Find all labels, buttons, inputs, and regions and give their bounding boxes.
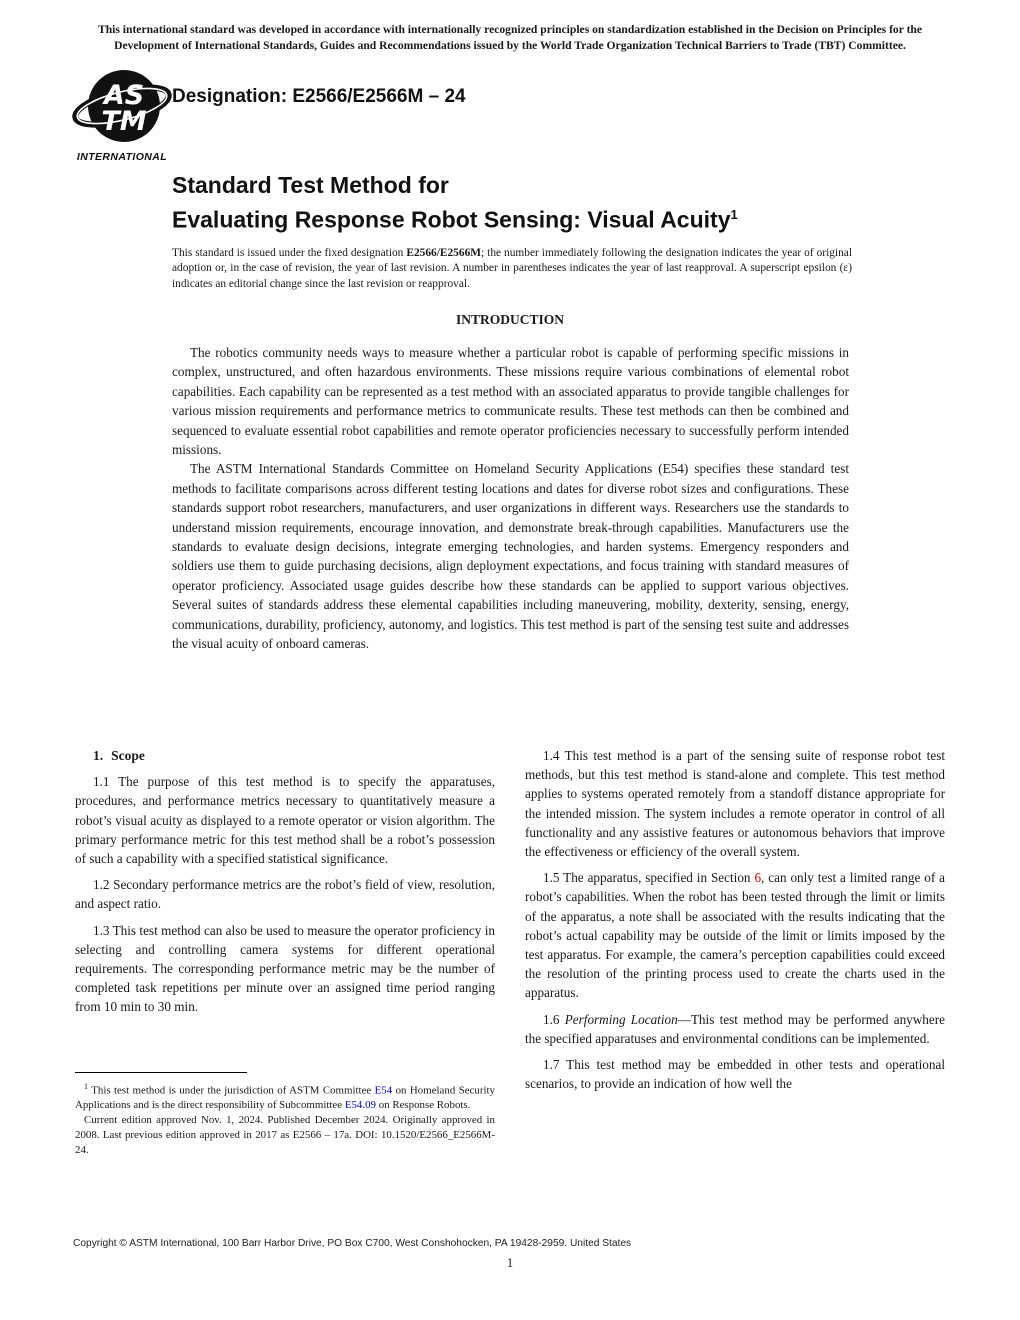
standards-notice: This international standard was developed in accordance with internationally recognized principles on standardization established in the Decision on Principles for the Development of International Standards, Guides and Recommendations issued by the World Trade Organization Technical Barriers to Trade (TBT) Committee. xyxy=(97,23,923,52)
footnote-marker: 1 xyxy=(84,1082,88,1091)
svg-text:TM: TM xyxy=(101,106,147,137)
subcommittee-e54-09-link[interactable]: E54.09 xyxy=(344,1099,376,1112)
page-number: 1 xyxy=(506,1256,514,1270)
section-6-reference-link[interactable]: 6 xyxy=(754,870,762,886)
scope-paragraph-1-4: 1.4 This test method is a part of the sensing suite of response robot test methods, but this test method is stand-alone and complete. This test method applies to systems operated remotely from a standoff distance appropriate for the intended mission. The system includes a remote operator in control of all functionality and any assistive features or autonomous behaviors that improve the effectiveness or efficiency of the overall system. xyxy=(525,748,945,860)
footnote-paragraph-2: Current edition approved Nov. 1, 2024. Published December 2024. Originally approved in 2008. Last previous edition approved in 2017 as E2566 – 17a. DOI: 10.1520/E2566_E2566M-24. xyxy=(75,1114,495,1156)
astm-globe-icon xyxy=(72,66,172,150)
scope-paragraph-1-7: 1.7 This test method may be embedded in other tests and operational scenarios, to provide an indication of how well the xyxy=(525,1057,945,1092)
title-line-2: Evaluating Response Robot Sensing: Visual Acuity$^1$ xyxy=(172,206,738,233)
scope-paragraph-1-6: 1.6 Performing Location—This test method may be performed anywhere the specified apparatuses and environmental conditions can be implemented. xyxy=(525,1011,945,1046)
issued-statement: This standard is issued under the fixed designation E2566/E2566M; the number immediately following the designation indicates the year of original adoption or, in the case of revision, the year of last revision. A number in parentheses indicates the year of last reapproval. A superscript epsilon (ε) indicates an editorial change since the last revision or reapproval. xyxy=(172,247,853,290)
column-left xyxy=(75,746,495,1024)
title-footnote-ref: 1 xyxy=(730,207,738,222)
introduction-paragraph-1: The robotics community needs ways to measure whether a particular robot is capable of performing specific missions in complex, unstructured, and often hazardous environments. These missions require various combinations of elemental robot capabilities. Each capability can be represented as a test method with an associated apparatus to provide tangible challenges for various mission requirements and performance metrics to communicate results. These test methods can then be combined and sequenced to evaluate essential robot capabilities and remote operator proficiencies necessary to successfully perform intended missions. xyxy=(172,345,849,458)
introduction-paragraph-2: The ASTM International Standards Committee on Homeland Security Applications (E54) specifies these standard test methods to facilitate comparisons across different testing locations and dates for diverse robot sizes and configurations. These standards support robot researchers, manufacturers, and user organizations in different ways. Researchers use the standards to understand mission requirements, encourage innovation, and demonstrate break-through capabilities. Manufacturers use the standards to evaluate design decisions, integrate emerging technologies, and harden systems. Emergency responders and soldiers use them to guide purchasing decisions, align deployment expectations, and focus training with standard measures of operator proficiency. Associated usage guides describe how these standards can be applied to support various objectives. Several suites of standards address these elemental capabilities including maneuvering, mobility, dexterity, sensing, energy, communications, durability, proficiency, autonomy, and logistics. This test method is part of the sensing test suite and addresses the visual acuity of onboard cameras. xyxy=(172,461,849,652)
copyright-line: Copyright © ASTM International, 100 Barr Harbor Drive, PO Box C700, West Conshohocken, PA 19428-2959. United States xyxy=(73,1238,632,1249)
performing-location-term: Performing Location xyxy=(564,1011,678,1027)
column-right xyxy=(525,746,945,1100)
committee-e54-link[interactable]: E54 xyxy=(374,1084,393,1097)
footnote-block xyxy=(75,1072,495,1158)
scope-paragraph-1-3: 1.3 This test method can also be used to measure the operator proficiency in selecting and controlling camera systems for different operational requirements. The corresponding performance metric may be the number of completed task repetitions per minute over an assigned time period ranging from 10 min to 30 min. xyxy=(75,922,495,1015)
designation: Designation: E2566/E2566M – 24 xyxy=(172,86,466,107)
scope-paragraph-1-5: 1.5 The apparatus, specified in Section 6, can only test a limited range of a robot’s capabilities. When the robot has been tested through the limit or limits of the apparatus, a note shall be associated with the results indicating that the robot’s actual capability may be outside of the limit or limits imposed by the test apparatus. For example, the camera’s perception capabilities could exceed the resolution of the printing process used to create the charts used in the apparatus. xyxy=(525,870,945,1001)
introduction-heading: INTRODUCTION xyxy=(455,312,564,327)
svg-text:AS: AS xyxy=(103,80,145,111)
scope-paragraph-1-1: 1.1 The purpose of this test method is to specify the apparatuses, procedures, and performance metrics necessary to quantitatively measure a robot’s visual acuity as displayed to a remote operator or vision algorithm. The primary performance metric for this test method shall be a robot’s possession of such a capability with a specified statistical significance. xyxy=(75,774,495,867)
footnote-rule xyxy=(75,1072,247,1073)
title-line-1: Standard Test Method for xyxy=(172,172,449,198)
document-title xyxy=(172,170,892,235)
issued-designation: E2566/E2566M xyxy=(406,247,482,259)
scope-heading: 1. Scope xyxy=(93,748,145,763)
introduction-body xyxy=(172,343,849,654)
astm-logo-subtitle: INTERNATIONAL xyxy=(76,151,168,163)
astm-logo xyxy=(70,66,174,163)
footnote-paragraph-1: $^1$ This test method is under the jurisdiction of ASTM Committee E54 on Homeland Security Applications and is the direct responsibility of Subcommittee E54.09 on Response Robots. xyxy=(75,1082,495,1112)
scope-paragraph-1-2: 1.2 Secondary performance metrics are the robot’s field of view, resolution, and aspect ratio. xyxy=(75,877,495,912)
